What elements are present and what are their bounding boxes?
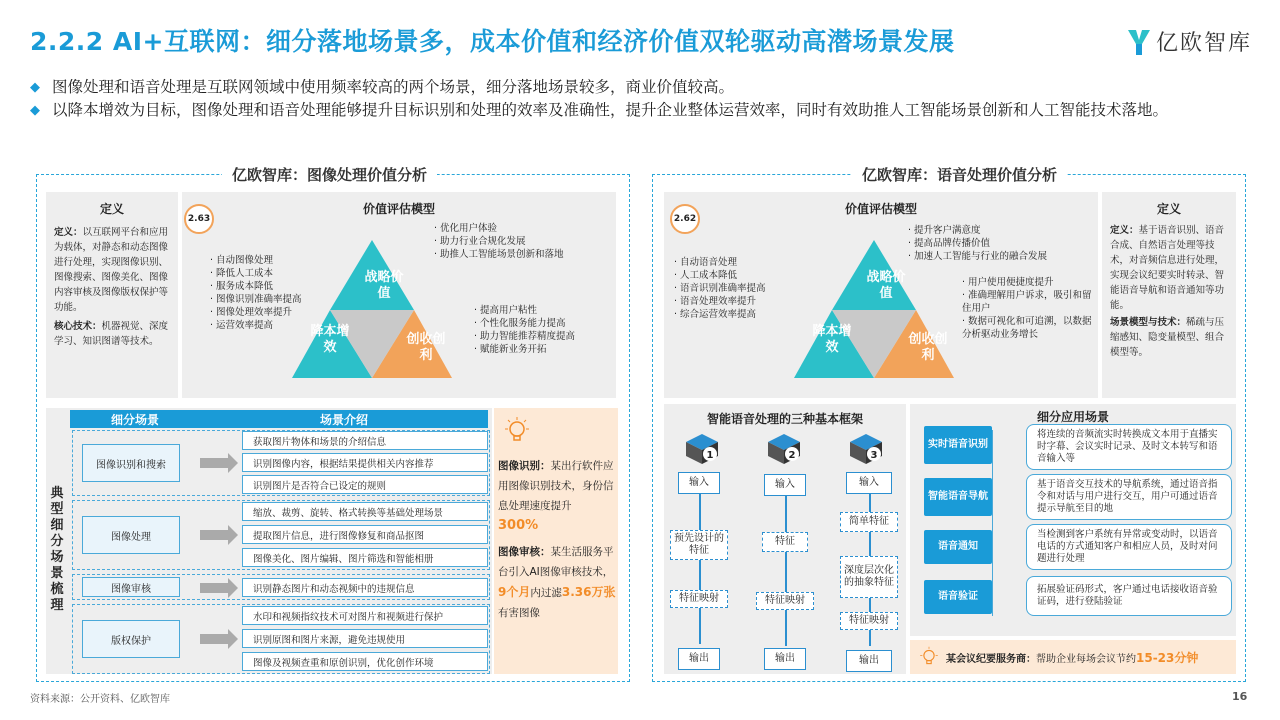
image-case-box: [494, 408, 618, 674]
fw-output: 输出: [764, 648, 806, 670]
revenue-list: · 提高用户粘性 · 个性化服务能力提高 · 助力智能推荐精度提高 · 赋能新业务开拓: [474, 304, 575, 356]
apps-connector: [992, 430, 1022, 616]
definition-text: 定义：基于语音识别、语音合成、自然语言处理等技术，对音频信息进行处理，实现会议纪要实时转录、智能语音导航和语音通知等功能。: [1110, 225, 1225, 311]
definition-text: 定义：以互联网平台和应用为载体，对静态和动态图像进行处理，实现图像识别、图像搜索、图像美化、图像内容审核及图像版权保护等功能。: [54, 227, 169, 313]
table-header-intro: 场景介绍: [200, 410, 488, 428]
fw-output: 输出: [846, 650, 892, 672]
speech-case-box: [910, 640, 1236, 674]
app-voice-notice: 语音通知: [924, 530, 992, 564]
logo-icon: [1126, 28, 1152, 56]
app-realtime-asr: 实时语音识别: [924, 426, 992, 464]
speech-panel-title: 亿欧智库：语音处理价值分析: [852, 164, 1067, 185]
fw-input: 输入: [764, 474, 806, 496]
page-number: 16: [1232, 690, 1248, 703]
scene-name: 图像审核: [82, 577, 180, 597]
diamond-icon: ◆: [30, 80, 40, 95]
cost-list: · 自动图像处理 · 降低人工成本 · 服务成本降低 · 图像识别准确率提高 · 图像处理效率提升 · 运营效率提高: [210, 254, 302, 332]
fw-input: 输入: [846, 472, 892, 494]
definition-title: 定义: [1156, 202, 1181, 216]
scenario-side-label: 典型细分场景梳理: [50, 486, 64, 613]
speech-case-text: 某会议纪要服务商：帮助企业每场会议节约15-23分钟: [946, 650, 1199, 665]
tri-cost: 降本增效: [310, 324, 350, 355]
lightbulb-icon: [502, 416, 532, 446]
fw-step: 深度层次化的抽象特征: [840, 556, 898, 598]
revenue-list: · 用户使用便捷度提升 · 准确理解用户诉求，吸引和留住用户 · 数据可视化和可追溯，以数据分析驱动业务增长: [962, 276, 1098, 341]
image-definition-box: [46, 192, 178, 398]
tri-revenue: 创收创利: [406, 332, 446, 363]
core-tech-text: 核心技术：机器视觉、深度学习、知识图谱等技术。: [54, 321, 169, 347]
scene-name: 图像处理: [82, 516, 180, 554]
app-voice-navigation: 智能语音导航: [924, 478, 992, 516]
case-image-recognition: 图像识别：某出行软件应用图像识别技术，身份信息处理速度提升 300%: [498, 460, 614, 533]
scene-item: 识别原图和图片来源，避免违规使用: [242, 629, 488, 648]
score-badge: 2.62: [670, 204, 700, 234]
cube-icon: [684, 432, 724, 466]
case-image-audit: 图像审核：某生活服务平台引入AI图像审核技术，9个月内过滤3.36万张有害图像: [498, 546, 616, 619]
scene-item: 识别静态图片和动态视频中的违规信息: [242, 578, 488, 597]
scene-item: 图像及视频查重和原创识别，优化创作环境: [242, 652, 488, 671]
scene-model-tech-text: 场景模型与技术：稀疏与压缩感知、隐变量模型、组合模型等。: [1110, 317, 1225, 358]
scene-name: 图像识别和搜索: [82, 444, 180, 482]
fw-step: 预先设计的特征: [670, 530, 728, 560]
tri-cost: 降本增效: [812, 324, 852, 355]
apps-title: 细分应用场景: [1036, 410, 1109, 424]
scene-name: 版权保护: [82, 620, 180, 658]
tri-strategic: 战略价值: [866, 270, 906, 301]
diamond-icon: ◆: [30, 103, 40, 118]
tri-strategic: 战略价值: [364, 270, 404, 301]
fw-step: 特征映射: [756, 592, 814, 610]
framework-title: 智能语音处理的三种基本框架: [706, 412, 863, 426]
score-badge: 2.63: [184, 204, 214, 234]
fw-step: 特征映射: [840, 612, 898, 630]
value-model-title: 价值评估模型: [362, 202, 435, 216]
app-desc: 将连续的音频流实时转换成文本用于直播实时字幕、会议实时记录、及时文本转写和语音输入等: [1026, 424, 1232, 470]
scene-item: 识别图像内容，根据结果提供相关内容推荐: [242, 453, 488, 472]
svg-text:1: 1: [706, 450, 714, 461]
app-voice-verify: 语音验证: [924, 580, 992, 614]
svg-text:3: 3: [870, 450, 878, 461]
app-desc: 拓展验证码形式，客户通过电话接收语音验证码，进行登陆验证: [1026, 576, 1232, 616]
fw-line: [785, 496, 787, 646]
arrow-right-icon: [200, 458, 228, 468]
scene-item: 识别图片是否符合已设定的规则: [242, 475, 488, 494]
cube-icon: [766, 432, 806, 466]
scene-item: 图像美化、图片编辑、图片筛选和智能相册: [242, 548, 488, 567]
svg-text:2: 2: [788, 450, 796, 461]
scene-item: 获取图片物体和场景的介绍信息: [242, 431, 488, 450]
fw-step: 特征: [762, 532, 808, 552]
bullet-text: 图像处理和语音处理是互联网领域中使用频率较高的两个场景，细分落地场景较多，商业价值较高。: [52, 78, 735, 96]
app-desc: 当检测到客户系统有异常或变动时，以语音电话的方式通知客户和相应人员，及时对问题进行处理: [1026, 524, 1232, 570]
scene-item: 缩放、裁剪、旋转、格式转换等基础处理场景: [242, 502, 488, 521]
fw-line: [699, 494, 701, 644]
image-panel-title: 亿欧智库：图像处理价值分析: [222, 164, 437, 185]
tri-revenue: 创收创利: [908, 332, 948, 363]
scene-item: 提取图片信息，进行图像修复和商品抠图: [242, 525, 488, 544]
fw-step: 特征映射: [670, 590, 728, 608]
image-value-model-box: [182, 192, 616, 398]
cost-list: · 自动语音处理 · 人工成本降低 · 语音识别准确率提高 · 语音处理效率提升 · 综合运营效率提高: [674, 256, 766, 321]
app-desc: 基于语音交互技术的导航系统，通过语音指令和对话与用户进行交互，用户可通过语音提示导航至目的地: [1026, 474, 1232, 520]
page-title: 2.2.2 AI+互联网：细分落地场景多，成本价值和经济价值双轮驱动高潜场景发展: [30, 27, 955, 56]
logo: [1126, 26, 1252, 57]
intro-bullets: [30, 76, 1260, 122]
value-model-title: 价值评估模型: [844, 202, 917, 216]
speech-value-model-box: [664, 192, 1098, 398]
definition-title: 定义: [99, 202, 124, 216]
fw-step: 简单特征: [840, 512, 898, 532]
logo-text: 亿欧智库: [1155, 31, 1252, 56]
bullet-text: 以降本增效为目标，图像处理和语音处理能够提升目标识别和处理的效率及准确性，提升企业整体运营效率，同时有效助推人工智能场景创新和人工智能技术落地。: [52, 101, 1169, 119]
scene-item: 水印和视频指纹技术可对图片和视频进行保护: [242, 606, 488, 625]
fw-output: 输出: [678, 648, 720, 670]
lightbulb-icon: [918, 646, 940, 668]
table-header-scene: 细分场景: [70, 410, 200, 428]
arrow-right-icon: [200, 634, 228, 644]
bullet-item: [30, 76, 1260, 99]
speech-definition-box: [1102, 192, 1236, 398]
arrow-right-icon: [200, 583, 228, 593]
source-note: 资料来源：公开资料、亿欧智库: [30, 694, 170, 705]
fw-input: 输入: [678, 472, 720, 494]
arrow-right-icon: [200, 530, 228, 540]
cube-icon: [848, 432, 888, 466]
strategic-list: · 提升客户满意度 · 提高品牌传播价值 · 加速人工智能与行业的融合发展: [908, 224, 1047, 263]
strategic-list: · 优化用户体验 · 助力行业合规化发展 · 助推人工智能场景创新和落地: [434, 222, 564, 261]
bullet-item: [30, 99, 1260, 122]
